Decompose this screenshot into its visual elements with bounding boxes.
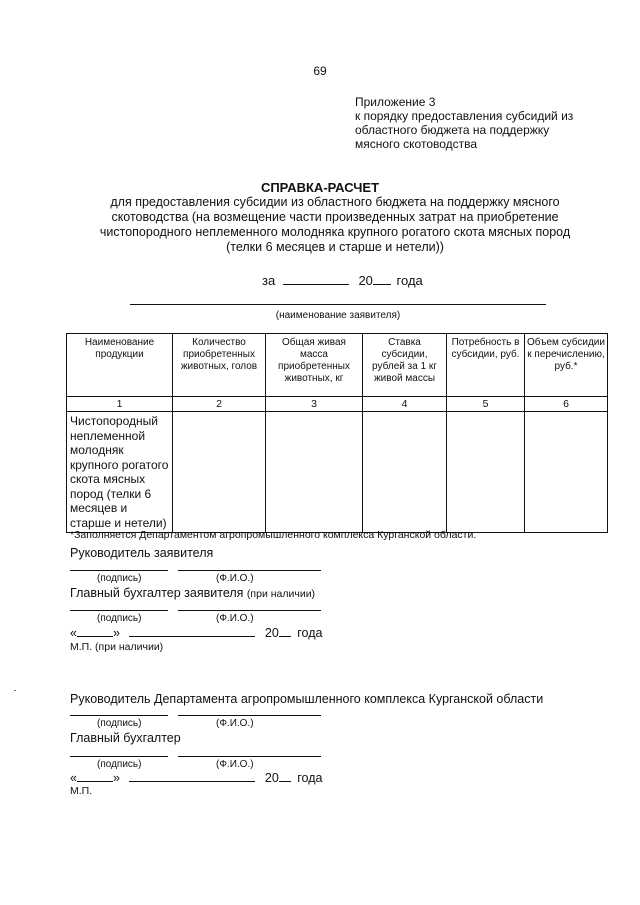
subtitle-line: чистопородного неплеменного молодняка крупного рогатого скота мясных пород	[99, 225, 571, 239]
applicant-name-line	[130, 304, 546, 305]
month-blank[interactable]	[129, 772, 255, 782]
date-year-suffix: года	[297, 626, 323, 640]
accountant-note: (при наличии)	[246, 588, 316, 600]
appendix-line: к порядку предоставления субсидий из	[355, 109, 574, 123]
column-number: 6	[525, 397, 608, 412]
table-header-cell: Потребность в субсидии, руб.	[447, 334, 525, 397]
table-header-cell: Общая живая масса приобретенных животных, кг	[266, 334, 363, 397]
applicant-date-line	[70, 626, 322, 640]
subtitle-line: скотоводства (на возмещение части произведенных затрат на приобретение	[111, 210, 559, 224]
column-number: 5	[447, 397, 525, 412]
margin-mark	[14, 690, 16, 691]
calculation-table	[66, 333, 608, 533]
table-cell[interactable]	[266, 412, 363, 533]
applicant-caption: (наименование заявителя)	[275, 310, 401, 321]
appendix-block	[355, 95, 573, 151]
table-cell[interactable]	[363, 412, 447, 533]
page-number: 69	[313, 64, 327, 78]
table-header-cell: Объем субсидии к перечислению, руб.*	[525, 334, 608, 397]
period-year: 20	[358, 273, 373, 288]
signature-line[interactable]	[70, 714, 168, 716]
table-cell[interactable]	[447, 412, 525, 533]
footnote: *Заполняется Департаментом агропромышленного комплекса Курганской области.	[70, 529, 477, 541]
fio-caption: (Ф.И.О.)	[216, 759, 254, 770]
table-column-number-row	[67, 397, 608, 412]
fio-caption: (Ф.И.О.)	[216, 718, 254, 729]
appendix-line: областного бюджета на поддержку	[355, 123, 550, 137]
accountant-label: Главный бухгалтер заявителя	[70, 586, 244, 600]
table-header-row	[67, 334, 608, 397]
table-header-cell: Ставка субсидии, рублей за 1 кг живой массы	[363, 334, 447, 397]
period-prefix: за	[262, 273, 276, 288]
day-blank[interactable]	[77, 627, 113, 637]
signature-line[interactable]	[70, 755, 168, 757]
subtitle-line: (телки 6 месяцев и старше и нетели))	[226, 240, 444, 254]
year-blank[interactable]	[279, 627, 291, 637]
product-name-cell: Чистопородный неплеменной молодняк крупного рогатого скота мясных пород (телки 6 месяцев и старше и нетели)	[67, 412, 173, 533]
fio-caption: (Ф.И.О.)	[216, 573, 254, 584]
signature-caption: (подпись)	[97, 613, 142, 624]
period-blank	[283, 274, 349, 285]
department-head-label: Руководитель Департамента агропромышленного комплекса Курганской области	[70, 692, 544, 706]
applicant-head-label: Руководитель заявителя	[70, 546, 214, 560]
signature-line[interactable]	[70, 609, 168, 611]
stamp-note: М.П. (при наличии)	[70, 641, 164, 653]
appendix-line: мясного скотоводства	[355, 137, 478, 151]
column-number: 4	[363, 397, 447, 412]
document-title: СПРАВКА-РАСЧЕТ	[260, 180, 380, 195]
date-year: 20	[264, 626, 279, 640]
column-number: 2	[173, 397, 266, 412]
department-accountant-label: Главный бухгалтер	[70, 731, 181, 745]
month-blank[interactable]	[129, 627, 255, 637]
fio-line[interactable]	[178, 755, 321, 757]
date-open-quote: «	[70, 626, 77, 640]
signature-caption: (подпись)	[97, 573, 142, 584]
department-date-line	[70, 771, 322, 785]
date-year: 20	[264, 771, 279, 785]
signature-caption: (подпись)	[97, 759, 142, 770]
fio-line[interactable]	[178, 569, 321, 571]
stamp-note: М.П.	[70, 785, 93, 797]
subtitle-line: для предоставления субсидии из областного бюджета на поддержку мясного	[110, 195, 560, 209]
appendix-line: Приложение 3	[355, 95, 436, 109]
day-blank[interactable]	[77, 772, 113, 782]
report-period	[262, 273, 423, 288]
table-cell[interactable]	[173, 412, 266, 533]
table-header-cell: Количество приобретенных животных, голов	[173, 334, 266, 397]
year-blank[interactable]	[279, 772, 291, 782]
date-close-quote: »	[112, 626, 120, 640]
column-number: 3	[266, 397, 363, 412]
year-blank	[373, 274, 391, 285]
date-year-suffix: года	[297, 771, 323, 785]
fio-line[interactable]	[178, 609, 321, 611]
signature-line[interactable]	[70, 569, 168, 571]
applicant-accountant-label	[70, 586, 315, 600]
fio-caption: (Ф.И.О.)	[216, 613, 254, 624]
date-open-quote: «	[70, 771, 77, 785]
table-row	[67, 412, 608, 533]
fio-line[interactable]	[178, 714, 321, 716]
signature-caption: (подпись)	[97, 718, 142, 729]
table-cell[interactable]	[525, 412, 608, 533]
column-number: 1	[67, 397, 173, 412]
period-suffix: года	[396, 273, 423, 288]
date-close-quote: »	[112, 771, 120, 785]
document-subtitle	[90, 195, 580, 255]
table-header-cell: Наименование продукции	[67, 334, 173, 397]
